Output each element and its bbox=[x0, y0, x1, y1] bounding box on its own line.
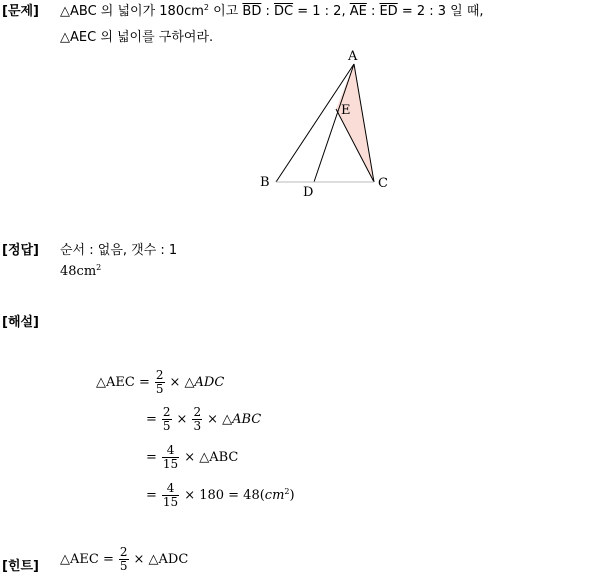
exp-l2-f1-denominator: 5 bbox=[162, 419, 171, 433]
hint-formula bbox=[60, 546, 188, 573]
exp-l4-sup: 2 bbox=[284, 487, 290, 496]
problem-text-d: = 1 : 2, bbox=[293, 4, 350, 19]
problem-text-c: : bbox=[261, 4, 274, 19]
exp-l2-f1-numerator: 2 bbox=[162, 405, 171, 419]
segment-ab bbox=[276, 64, 354, 182]
problem-text-a: △ABC 의 넓이가 180cm bbox=[60, 4, 204, 19]
exp-l1-lhs: △AEC = bbox=[96, 375, 150, 390]
segment-dc: $\overline{DC}$ bbox=[274, 4, 294, 19]
problem-text-f: = 2 : 3 일 때, bbox=[397, 4, 484, 19]
triangle-aec-fill bbox=[336, 64, 374, 182]
exp-l1-numerator: 2 bbox=[155, 368, 164, 382]
hint-lhs: △AEC = bbox=[60, 552, 114, 567]
problem-sup: 2 bbox=[203, 3, 210, 12]
exp-l4-eq: = bbox=[146, 488, 157, 503]
exp-l2-rest: × △ bbox=[207, 412, 233, 427]
answer-meta: 순서 : 없음, 갯수 : 1 bbox=[60, 243, 178, 258]
answer-value-text: 48cm bbox=[60, 264, 97, 279]
exp-l4-close: ) bbox=[289, 488, 295, 503]
exp-l4-numerator: 4 bbox=[162, 482, 179, 496]
exp-l2-f2-denominator: 3 bbox=[193, 419, 202, 433]
exp-l3-fraction bbox=[162, 444, 179, 471]
vertex-label-c: C bbox=[378, 176, 388, 191]
exp-l1-fraction bbox=[155, 369, 165, 396]
problem-line-2: △AEC 의 넓이를 구하여라. bbox=[60, 30, 214, 45]
vertex-label-d: D bbox=[303, 185, 314, 200]
exp-l1-adc: ADC bbox=[194, 375, 225, 390]
exp-l3-denominator: 15 bbox=[162, 457, 179, 471]
explanation-line-4 bbox=[146, 482, 295, 509]
explanation-label: [해설] bbox=[2, 315, 39, 330]
problem-text-e: : bbox=[366, 4, 380, 19]
exp-l1-rest: × △ bbox=[169, 375, 195, 390]
exp-l4-denominator: 15 bbox=[162, 495, 179, 509]
exp-l4-cm: cm bbox=[264, 488, 285, 503]
hint-fraction bbox=[119, 546, 129, 573]
exp-l1-denominator: 5 bbox=[155, 382, 164, 396]
vertex-label-b: B bbox=[260, 175, 270, 190]
hint-numerator: 2 bbox=[119, 545, 128, 559]
explanation-line-3 bbox=[146, 444, 238, 471]
hint-rest: × △ADC bbox=[133, 552, 189, 567]
exp-l2-abc: ABC bbox=[232, 412, 262, 427]
problem-text-b: 이고 bbox=[209, 4, 243, 19]
hint-denominator: 5 bbox=[119, 559, 128, 573]
answer-value-sup: 2 bbox=[96, 263, 102, 272]
exp-l2-times: × bbox=[176, 412, 188, 427]
vertex-label-a: A bbox=[348, 49, 358, 64]
segment-ae: $\overline{AE}$ bbox=[349, 4, 367, 19]
exp-l3-numerator: 4 bbox=[162, 444, 179, 458]
segment-bd: $\overline{BD}$ bbox=[242, 4, 262, 19]
problem-line-1 bbox=[60, 0, 484, 19]
exp-l3-rest: × △ABC bbox=[184, 450, 239, 465]
exp-l2-fraction-1 bbox=[162, 406, 172, 433]
hint-label: [힌트] bbox=[2, 559, 39, 574]
explanation-line-1 bbox=[96, 369, 224, 396]
exp-l3-eq: = bbox=[146, 450, 157, 465]
exp-l4-rest: × 180 = 48( bbox=[184, 488, 265, 503]
explanation-line-2 bbox=[146, 406, 261, 433]
problem-label: [문제] bbox=[2, 4, 39, 19]
exp-l2-fraction-2 bbox=[192, 406, 202, 433]
segment-ed: $\overline{ED}$ bbox=[379, 4, 398, 19]
exp-l4-fraction bbox=[162, 482, 179, 509]
exp-l2-f2-numerator: 2 bbox=[193, 405, 202, 419]
answer-value bbox=[60, 264, 101, 279]
answer-label: [정답] bbox=[2, 243, 39, 258]
exp-l2-eq: = bbox=[146, 412, 157, 427]
vertex-label-e: E bbox=[341, 103, 351, 118]
